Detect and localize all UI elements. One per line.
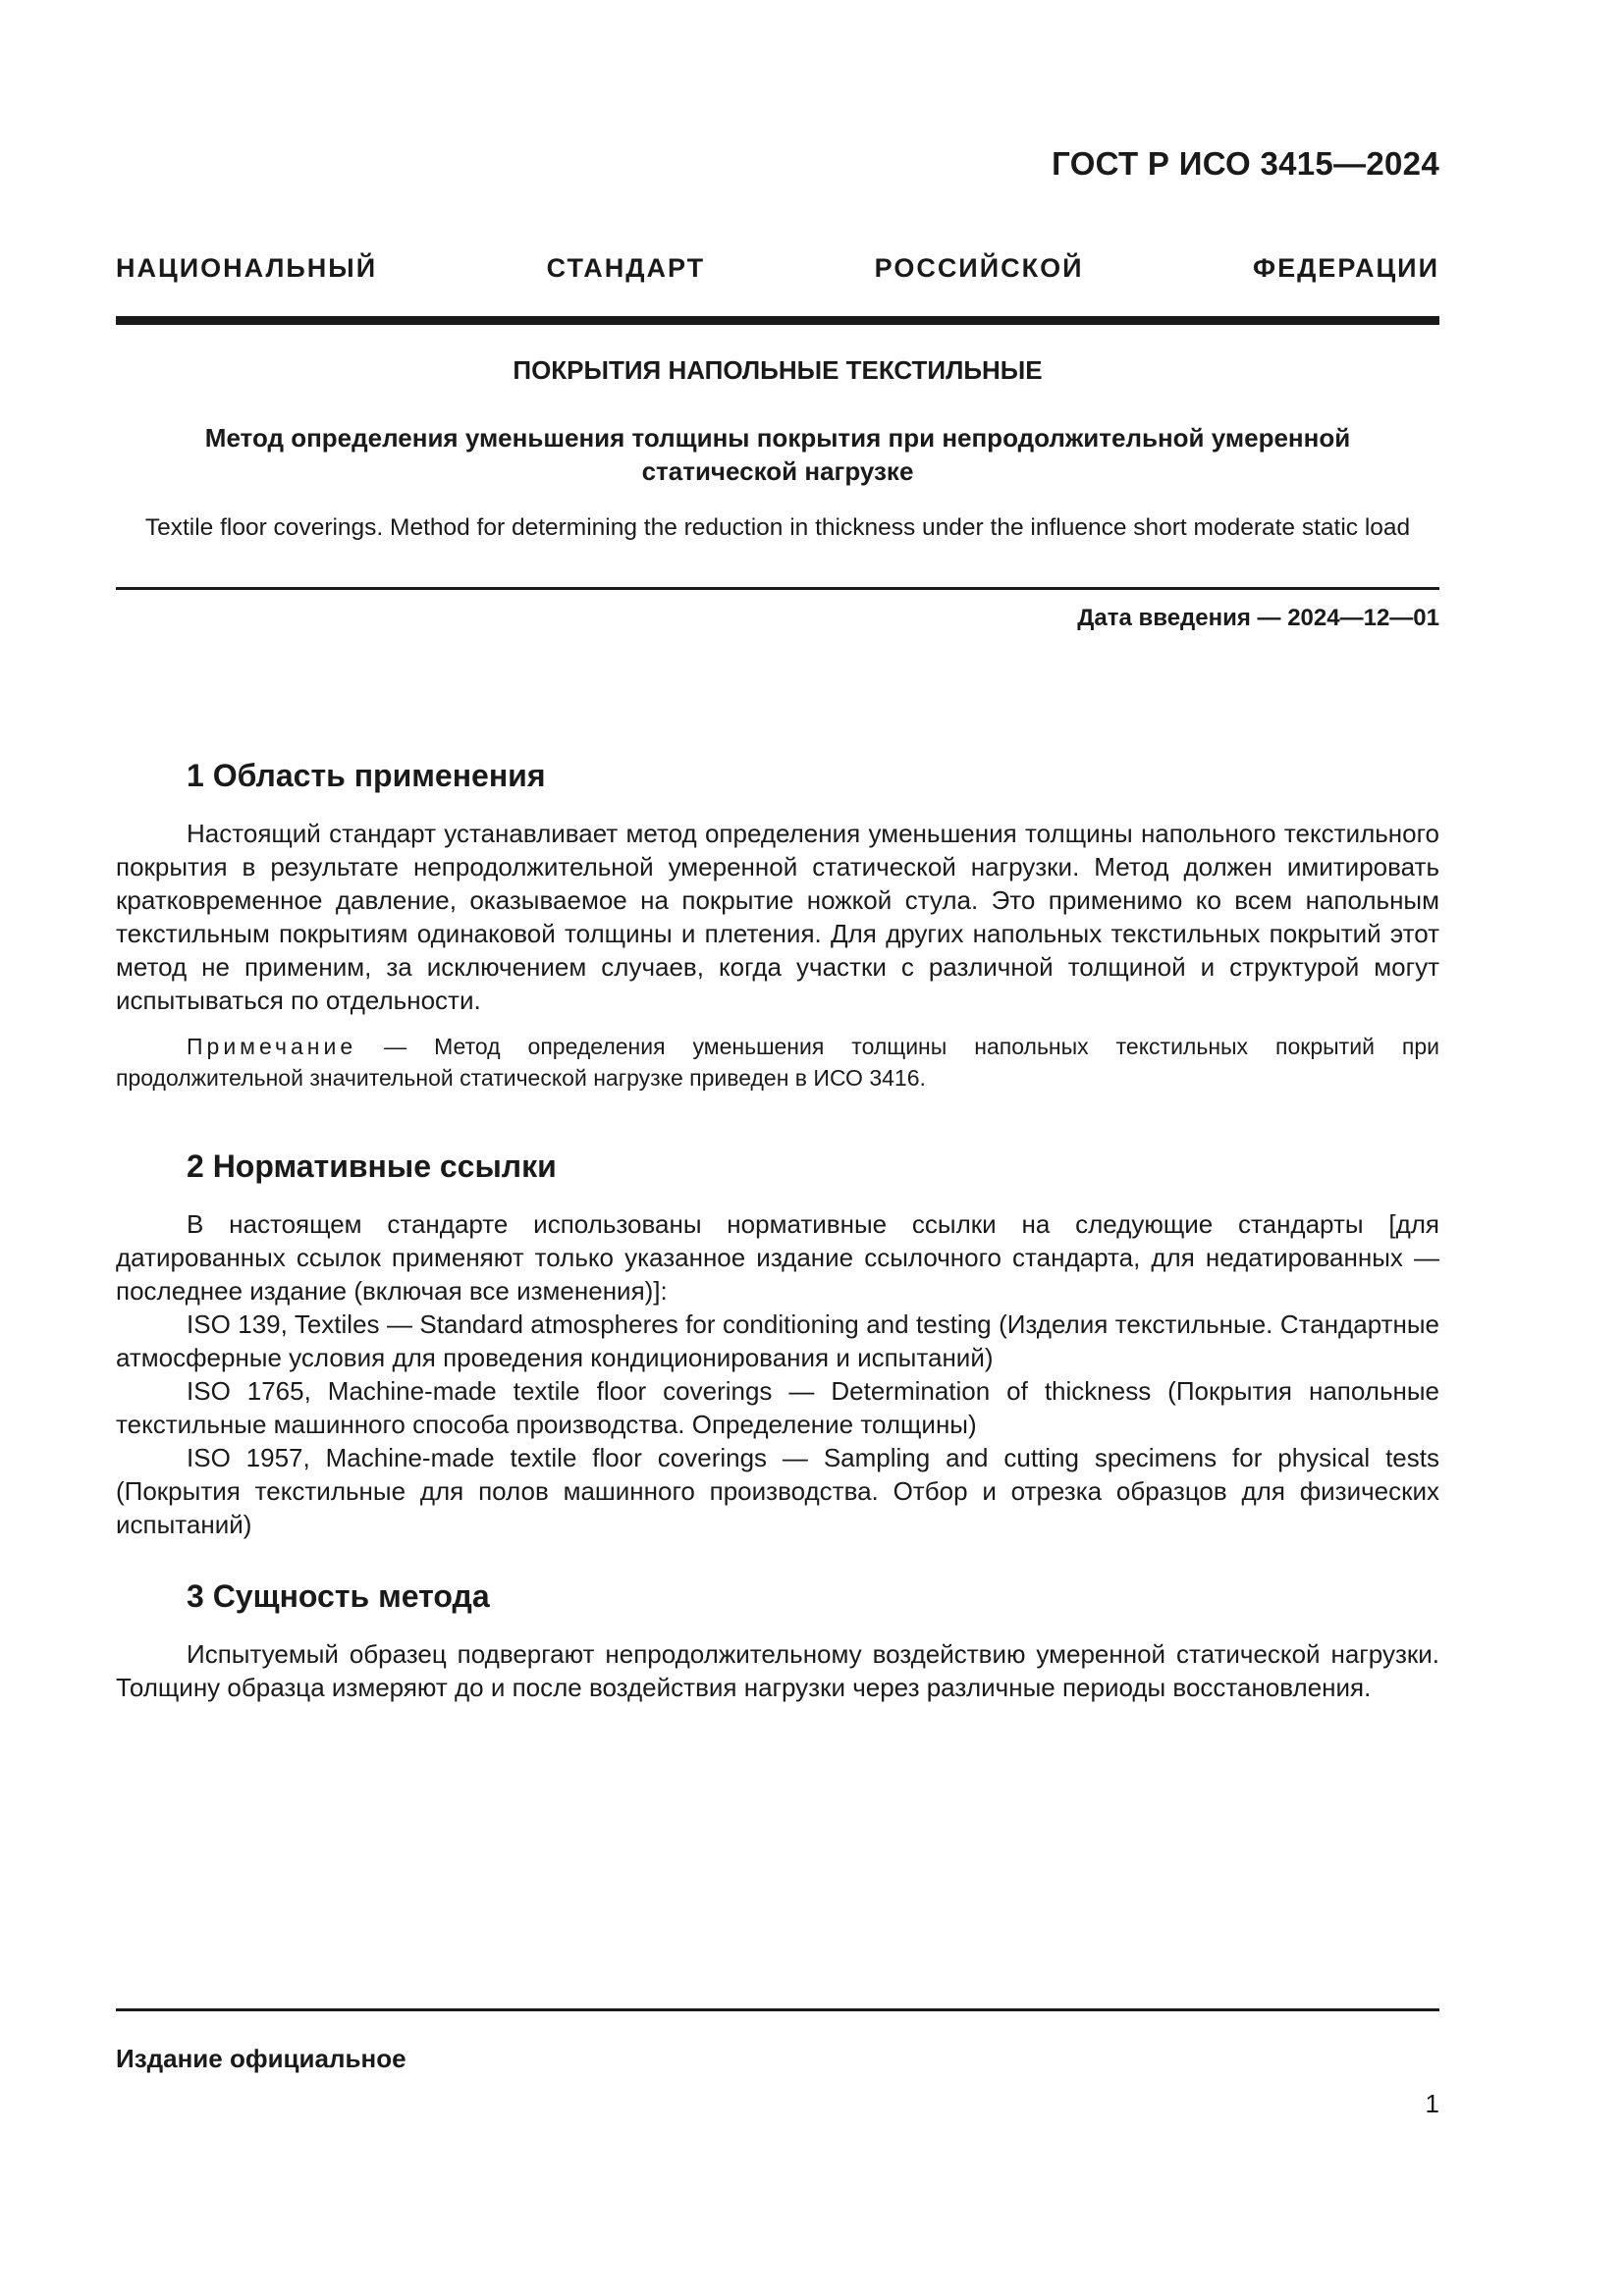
header-divider: [116, 316, 1439, 325]
reference-item: ISO 1765, Machine-made textile floor coverings — Determination of thickness (Покрытия напольные текстильные машинного способа производства. Определение толщины): [116, 1376, 1439, 1439]
section-2-intro: В настоящем стандарте использованы нормативные ссылки на следующие стандарты [для датированных ссылок применяют только указанное издание ссылочного стандарта, для недатированных — последнее издание (включая все изменения)]:: [116, 1209, 1439, 1306]
note-label: Примечание: [187, 1034, 357, 1059]
section-2-heading: 2 Нормативные ссылки: [187, 1148, 557, 1184]
english-title: Textile floor coverings. Method for determining the reduction in thickness under the influence short moderate static load: [144, 514, 1411, 541]
section-3-body: Испытуемый образец подвергают непродолжительному воздействию умеренной статической нагрузки. Толщину образца измеряют до и после воздействия нагрузки через различные периоды восстановления.: [116, 1639, 1439, 1702]
note-text: — Метод определения уменьшения толщины напольных текстильных покрытий при продолжительной значительной статической нагрузке приведен в ИСО 3416.: [116, 1034, 1439, 1091]
national-standard-label: НАЦИОНАЛЬНЫЙ СТАНДАРТ РОССИЙСКОЙ ФЕДЕРАЦИИ: [116, 253, 1439, 283]
footer-divider: [116, 2008, 1439, 2011]
official-edition-label: Издание официальное: [116, 2044, 406, 2073]
reference-item: ISO 139, Textiles — Standard atmospheres for conditioning and testing (Изделия текстильные. Стандартные атмосферные условия для проведения кондиционирования и испытаний): [116, 1309, 1439, 1372]
standard-designation: ГОСТ Р ИСО 3415—2024: [1052, 145, 1439, 182]
section-3-heading: 3 Сущность метода: [187, 1578, 490, 1614]
date-of-introduction: Дата введения — 2024—12—01: [1077, 605, 1439, 631]
section-1-heading: 1 Область применения: [187, 758, 546, 793]
document-subtitle: Метод определения уменьшения толщины покрытия при непродолжительной умеренной статической нагрузке: [204, 423, 1351, 486]
section-1-note: [116, 1031, 1439, 1094]
title-divider: [116, 587, 1439, 590]
section-1-body: Настоящий стандарт устанавливает метод определения уменьшения толщины напольного текстильного покрытия в результате непродолжительной умеренной статической нагрузки. Метод должен имитировать кратковременное давление, оказываемое на покрытие ножкой стула. Это применимо ко всем напольным текстильным покрытиям одинаковой толщины и плетения. Для других напольных текстильных покрытий этот метод не применим, за исключением случаев, когда участки с различной толщиной и структурой могут испытываться по отдельности.: [116, 819, 1439, 1015]
page-number: 1: [1425, 2089, 1439, 2118]
reference-item: ISO 1957, Machine-made textile floor coverings — Sampling and cutting specimens for physical tests (Покрытия текстильные для полов машинного производства. Отбор и отрезка образцов для физических испытаний): [116, 1443, 1439, 1539]
document-title: ПОКРЫТИЯ НАПОЛЬНЫЕ ТЕКСТИЛЬНЫЕ: [513, 355, 1043, 385]
